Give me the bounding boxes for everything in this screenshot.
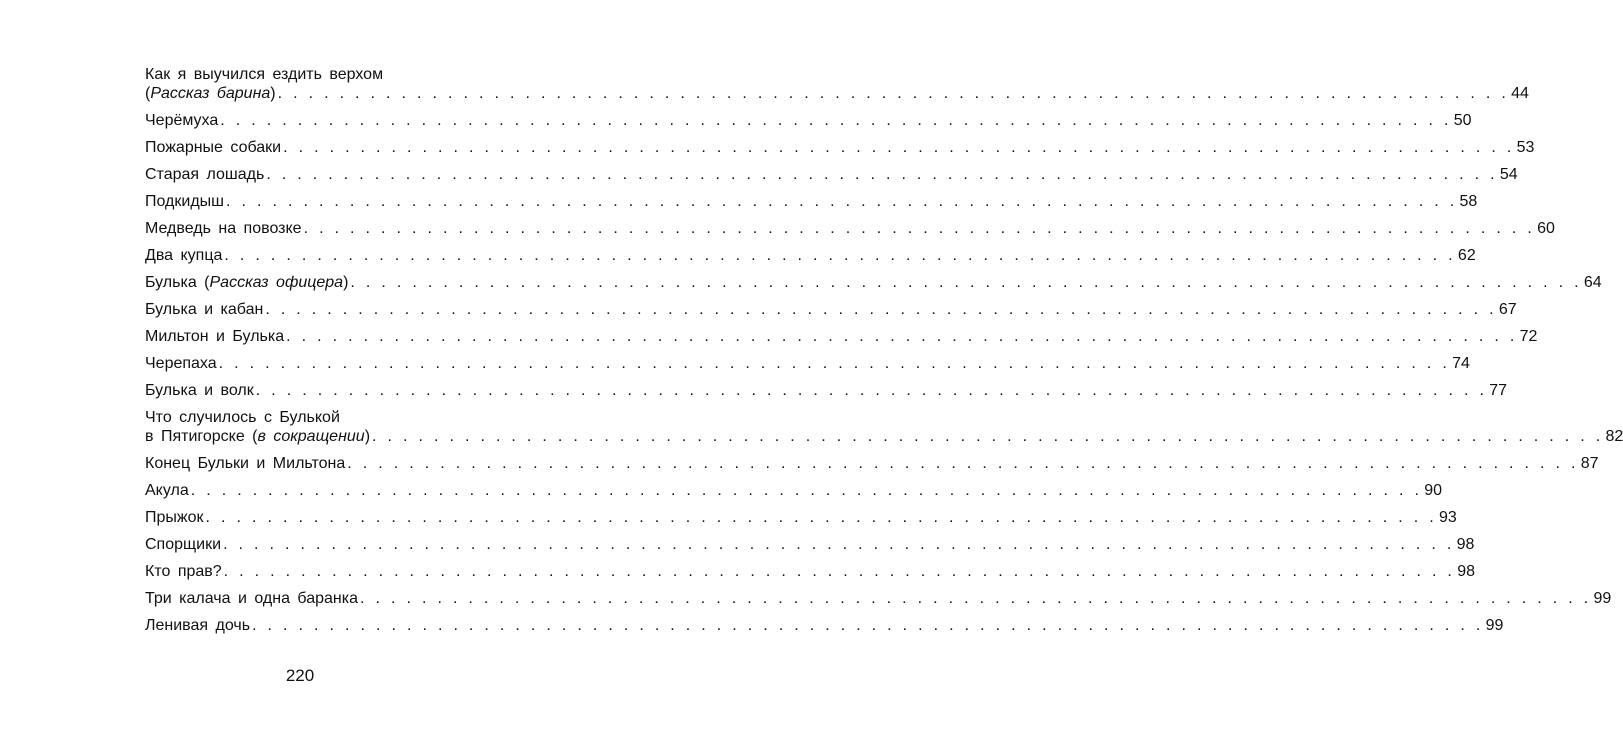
dot-leader: . . . . . . . . . . . . . . . . . . . . . . . . . . . . . . . . . . . . . . . . . . . . . . . . . . . . . . . . . . . . . . . . . . . . . . . . . . . . . . . . [190,482,1423,499]
toc-entry-title-text: Булька и волк [145,382,254,399]
dot-leader: . . . . . . . . . . . . . . . . . . . . . . . . . . . . . . . . . . . . . . . . . . . . . . . . . . . . . . . . . . . . . . . . . . . . . . . . . . . . . . . . [372,428,1604,445]
toc-entry-page: 90 [1424,482,1443,499]
toc-entry-title-text: Подкидыш [145,193,224,210]
toc-entry-title-text: Спорщики [145,536,222,553]
toc-entry[interactable] [145,408,1623,446]
toc-entry-page: 50 [1453,112,1472,129]
toc-entry-page: 67 [1498,301,1517,318]
toc-entry-subtitle: Рассказ барина [150,85,271,102]
toc-entry[interactable] [145,616,1504,635]
toc-entry-page: 98 [1457,563,1475,580]
toc-entry-title-text: Акула [145,482,189,499]
toc-entry-page: 62 [1457,247,1476,264]
toc-entry[interactable] [145,300,1517,319]
toc-entry-title-line: Как я выучился ездить верхом [145,66,384,83]
toc-entry-page: 58 [1459,193,1478,210]
toc-entry-title-text: Мильтон и Булька [145,328,285,345]
toc-entry-title-text: Ленивая дочь [145,617,251,634]
toc-entry-page: 99 [1593,590,1612,607]
toc-entry-title-text: Булька и кабан [145,301,264,318]
table-of-contents [145,65,1623,643]
toc-entry-line [145,427,1623,446]
dot-leader: . . . . . . . . . . . . . . . . . . . . . . . . . . . . . . . . . . . . . . . . . . . . . . . . . . . . . . . . . . . . . . . . . . . . . . . . . . . . . . . . [266,166,1498,183]
toc-entry-page: 60 [1537,220,1555,237]
dot-leader: . . . . . . . . . . . . . . . . . . . . . . . . . . . . . . . . . . . . . . . . . . . . . . . . . . . . . . . . . . . . . . . . . . . . . . . . . . . . . . . . [205,509,1438,526]
toc-entry[interactable] [145,65,1529,103]
toc-entry-line [145,111,1472,130]
toc-entry-title-text: Прыжок [145,509,204,526]
toc-entry[interactable] [145,562,1475,581]
toc-entry-line [145,508,1457,527]
toc-entry-line [145,535,1475,554]
toc-entry[interactable] [145,219,1555,238]
toc-entry[interactable] [145,354,1470,373]
toc-entry-line [145,273,1602,292]
toc-entry-page: 64 [1583,274,1602,291]
toc-entry-line [145,327,1538,346]
dot-leader: . . . . . . . . . . . . . . . . . . . . . . . . . . . . . . . . . . . . . . . . . . . . . . . . . . . . . . . . . . . . . . . . . . . . . . . . . . . . . . . . [252,617,1484,634]
toc-entry-title-text: Конец Бульки и Мильтона [145,455,346,472]
toc-entry-page: 54 [1499,166,1518,183]
dot-leader: . . . . . . . . . . . . . . . . . . . . . . . . . . . . . . . . . . . . . . . . . . . . . . . . . . . . . . . . . . . . . . . . . . . . . . . . . . . . . . . . [220,112,1452,129]
toc-entry-title [145,589,358,608]
toc-entry-title-text: Медведь на повозке [145,220,302,237]
toc-entry-title [145,427,370,446]
toc-entry-line [145,84,1529,103]
toc-entry-title [145,454,345,473]
toc-entry-title-text: Старая лошадь [145,166,265,183]
toc-entry[interactable] [145,508,1457,527]
toc-entry-page: 74 [1452,355,1470,372]
toc-entry-line [145,454,1599,473]
toc-entry-title [145,562,222,581]
toc-entry[interactable] [145,535,1475,554]
toc-entry-title [145,111,218,130]
toc-entry-title-text: Пожарные собаки [145,139,282,156]
dot-leader: . . . . . . . . . . . . . . . . . . . . . . . . . . . . . . . . . . . . . . . . . . . . . . . . . . . . . . . . . . . . . . . . . . . . . . . . . . . . . . . . [265,301,1497,318]
toc-entry[interactable] [145,138,1535,157]
toc-entry[interactable] [145,246,1476,265]
toc-entry-title [145,192,224,211]
toc-entry-page: 72 [1519,328,1538,345]
toc-entry[interactable] [145,327,1538,346]
toc-entry-title-text: Три калача и одна баранка [145,590,358,607]
toc-entry-line [145,589,1612,608]
toc-entry-page: 53 [1516,139,1535,156]
dot-leader: . . . . . . . . . . . . . . . . . . . . . . . . . . . . . . . . . . . . . . . . . . . . . . . . . . . . . . . . . . . . . . . . . . . . . . . . . . . . . . . . [255,382,1488,399]
toc-entry-line [145,192,1478,211]
toc-entry-title-text: Кто прав? [145,563,222,580]
dot-leader: . . . . . . . . . . . . . . . . . . . . . . . . . . . . . . . . . . . . . . . . . . . . . . . . . . . . . . . . . . . . . . . . . . . . . . . . . . . . . . . . [360,590,1592,607]
toc-entry-title [145,246,222,265]
toc-entry-title-text: Два купца [145,247,223,264]
toc-entry-title [145,84,276,103]
toc-entry-title-text: Булька ( [145,274,210,291]
toc-entry-title [145,381,254,400]
toc-entry[interactable] [145,454,1599,473]
dot-leader: . . . . . . . . . . . . . . . . . . . . . . . . . . . . . . . . . . . . . . . . . . . . . . . . . . . . . . . . . . . . . . . . . . . . . . . . . . . . . . . . [277,85,1510,102]
toc-entry-title [145,138,281,157]
toc-entry-line [145,300,1517,319]
toc-entry-page: 87 [1580,455,1599,472]
toc-entry-title [145,616,250,635]
toc-entry-title [145,535,221,554]
toc-entry-title [145,508,204,527]
toc-entry-page: 98 [1456,536,1475,553]
toc-entry-line [145,381,1508,400]
page-number: 220 [285,666,315,685]
toc-entry-title [145,273,348,292]
toc-entry[interactable] [145,165,1518,184]
toc-entry-page: 93 [1439,509,1457,526]
toc-entry-page: 82 [1605,428,1623,445]
dot-leader: . . . . . . . . . . . . . . . . . . . . . . . . . . . . . . . . . . . . . . . . . . . . . . . . . . . . . . . . . . . . . . . . . . . . . . . . . . . . . . . . [226,193,1458,210]
toc-entry-subtitle: в сокращении [257,428,365,445]
dot-leader: . . . . . . . . . . . . . . . . . . . . . . . . . . . . . . . . . . . . . . . . . . . . . . . . . . . . . . . . . . . . . . . . . . . . . . . . . . . . . . . . [350,274,1582,291]
toc-entry-title-suffix: ) [343,274,349,291]
toc-entry-page: 99 [1485,617,1504,634]
toc-entry-title-suffix: ) [270,85,276,102]
dot-leader: . . . . . . . . . . . . . . . . . . . . . . . . . . . . . . . . . . . . . . . . . . . . . . . . . . . . . . . . . . . . . . . . . . . . . . . . . . . . . . . . [223,536,1455,553]
toc-entry-title [145,327,284,346]
toc-entry-title-text: Черёмуха [145,112,219,129]
toc-entry-line [145,616,1504,635]
toc-entry[interactable] [145,273,1602,292]
dot-leader: . . . . . . . . . . . . . . . . . . . . . . . . . . . . . . . . . . . . . . . . . . . . . . . . . . . . . . . . . . . . . . . . . . . . . . . . . . . . . . . . [303,220,1536,237]
toc-entry-line [145,219,1555,238]
toc-entry[interactable] [145,589,1612,608]
toc-entry-line [145,481,1443,500]
toc-entry-title-text: Черепаха [145,355,217,372]
toc-entry-title-line: Что случилось с Булькой [145,409,340,426]
dot-leader: . . . . . . . . . . . . . . . . . . . . . . . . . . . . . . . . . . . . . . . . . . . . . . . . . . . . . . . . . . . . . . . . . . . . . . . . . . . . . . . . [218,355,1451,372]
toc-entry-subtitle: Рассказ офицера [209,274,344,291]
toc-entry-page: 77 [1489,382,1508,399]
toc-entry[interactable] [145,481,1443,500]
toc-entry-title-text: в Пятигорске ( [145,428,258,445]
toc-entry-page: 44 [1511,85,1529,102]
dot-leader: . . . . . . . . . . . . . . . . . . . . . . . . . . . . . . . . . . . . . . . . . . . . . . . . . . . . . . . . . . . . . . . . . . . . . . . . . . . . . . . . [286,328,1518,345]
toc-entry-title [145,481,189,500]
toc-entry-title [145,219,302,238]
toc-entry-line [145,562,1475,581]
toc-entry[interactable] [145,381,1508,400]
toc-entry-title [145,300,263,319]
toc-entry[interactable] [145,192,1478,211]
toc-entry[interactable] [145,111,1472,130]
toc-entry-line [145,354,1470,373]
toc-entry-line [145,246,1476,265]
dot-leader: . . . . . . . . . . . . . . . . . . . . . . . . . . . . . . . . . . . . . . . . . . . . . . . . . . . . . . . . . . . . . . . . . . . . . . . . . . . . . . . . [283,139,1515,156]
toc-entry-title [145,165,264,184]
toc-entry-title-suffix: ) [364,428,371,445]
dot-leader: . . . . . . . . . . . . . . . . . . . . . . . . . . . . . . . . . . . . . . . . . . . . . . . . . . . . . . . . . . . . . . . . . . . . . . . . . . . . . . . . [347,455,1579,472]
dot-leader: . . . . . . . . . . . . . . . . . . . . . . . . . . . . . . . . . . . . . . . . . . . . . . . . . . . . . . . . . . . . . . . . . . . . . . . . . . . . . . . . [223,563,1456,580]
toc-entry-title-text: ( [145,85,151,102]
dot-leader: . . . . . . . . . . . . . . . . . . . . . . . . . . . . . . . . . . . . . . . . . . . . . . . . . . . . . . . . . . . . . . . . . . . . . . . . . . . . . . . . [224,247,1456,264]
toc-entry-line [145,165,1518,184]
toc-entry-line [145,138,1535,157]
toc-entry-title [145,354,217,373]
